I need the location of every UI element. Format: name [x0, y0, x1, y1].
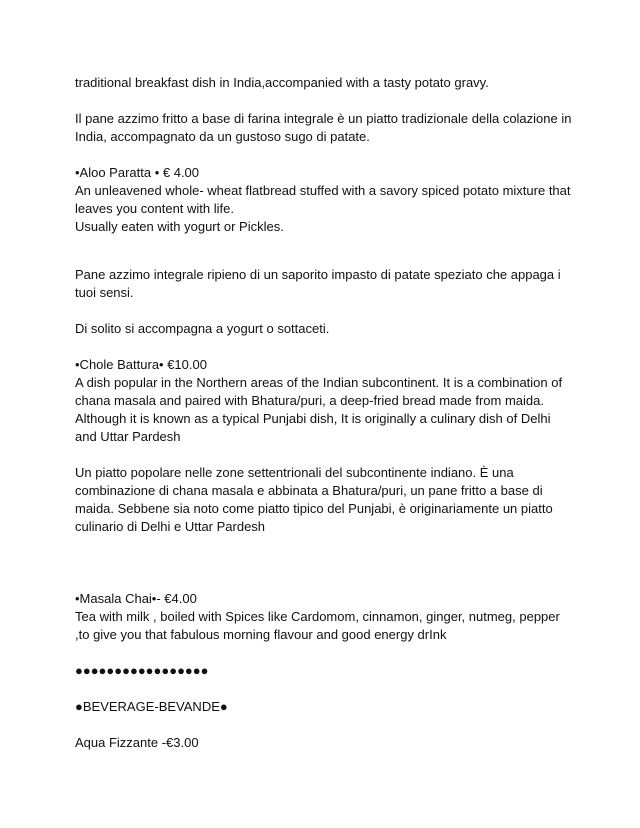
aloo-paratta-italian-description: Pane azzimo integrale ripieno di un saporito impasto di patate speziato che appaga i tuoi sensi. [75, 267, 561, 300]
chole-battura-title: •Chole Battura• €10.00 [75, 357, 207, 372]
aloo-paratta-italian-serving: Di solito si accompagna a yogurt o sottaceti. [75, 321, 330, 336]
chole-battura-english-description: A dish popular in the Northern areas of the Indian subcontinent. It is a combination of chana masala and paired with Bhatura/puri, a deep-fried bread made from maida. Although it is known as a typical Punjabi dish, It is originally a culinary dish of Delhi and Uttar Pardesh [75, 375, 563, 444]
beverage-item-aqua-fizzante: Aqua Fizzante -€3.00 [75, 735, 199, 750]
aloo-paratta-english-description: An unleavened whole- wheat flatbread stuffed with a savory spiced potato mixture that leaves you content with life. [75, 183, 571, 216]
beverage-heading: ●BEVERAGE-BEVANDE● [75, 699, 228, 714]
intro-english-text: traditional breakfast dish in India,accompanied with a tasty potato gravy. [75, 75, 489, 90]
masala-chai-english-description: Tea with milk , boiled with Spices like Cardomom, cinnamon, ginger, nutmeg, pepper ,to give you that fabulous morning flavour and good energy drInk [75, 609, 560, 642]
masala-chai-title: •Masala Chai•- €4.00 [75, 591, 197, 606]
aloo-paratta-title: •Aloo Paratta • € 4.00 [75, 165, 200, 180]
intro-italian-text: Il pane azzimo fritto a base di farina integrale è un piatto tradizionale della colazione in India, accompagnato da un gustoso sugo di patate. [75, 111, 572, 144]
menu-document [75, 74, 575, 752]
section-divider: ●●●●●●●●●●●●●●●●● [75, 663, 209, 678]
aloo-paratta-english-serving: Usually eaten with yogurt or Pickles. [75, 219, 284, 234]
chole-battura-italian-description: Un piatto popolare nelle zone settentrionali del subcontinente indiano. È una combinazione di chana masala e abbinata a Bhatura/puri, un pane fritto a base di maida. Sebbene sia noto come piatto tipico del Punjabi, è originariamente un piatto culinario di Delhi e Uttar Pardesh [75, 465, 553, 534]
